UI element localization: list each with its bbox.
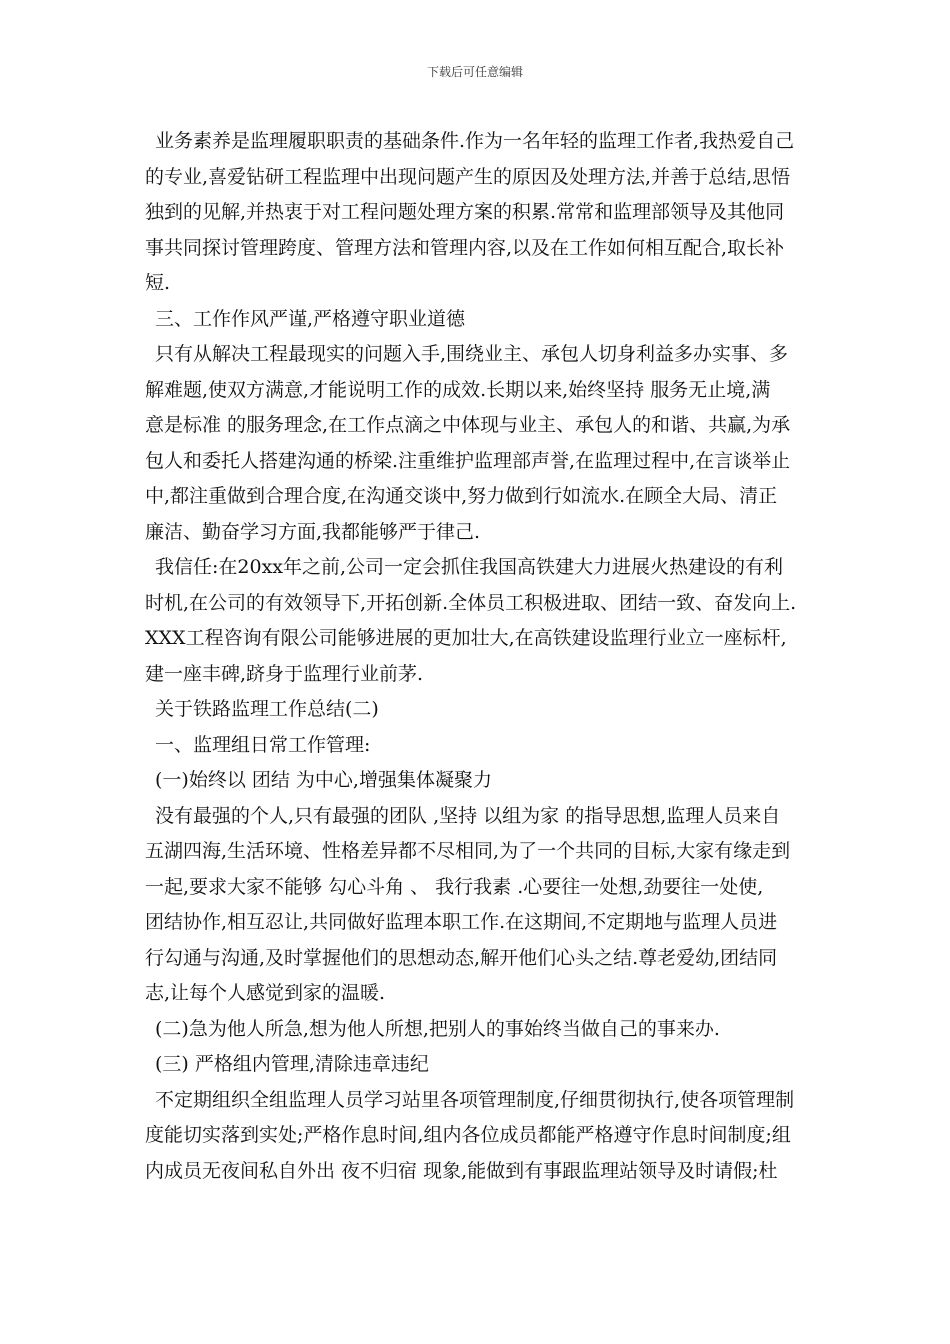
text-line: 一、监理组日常工作管理: xyxy=(155,733,371,756)
page-header: 下载后可任意编辑 xyxy=(426,65,523,79)
text-line: 短. xyxy=(145,272,171,294)
text-line: 五湖四海,生活环境、性格差异都不尽相同,为了一个共同的目标,大家有缘走到 xyxy=(145,840,791,862)
text-line: 业务素养是监理履职职责的基础条件.作为一名年轻的监理工作者,我热爱自己 xyxy=(155,130,795,152)
text-line: 建一座丰碑,跻身于监理行业前茅. xyxy=(145,662,424,685)
document-body xyxy=(145,124,815,1189)
text-line: (三) 严格组内管理,清除违章违纪 xyxy=(155,1053,429,1075)
text-line: 行勾通与沟通,及时掌握他们的思想动态,解开他们心头之结.尊老爱幼,团结同 xyxy=(145,946,778,969)
text-line: 解难题,使双方满意,才能说明工作的成效.长期以来,始终坚持 服务无止境,满 xyxy=(145,378,771,401)
text-line: 我信任:在20xx年之前,公司一定会抓住我国高铁建大力进展火热建设的有利 xyxy=(155,556,784,578)
text-line: 独到的见解,并热衷于对工程问题处理方案的积累.常常和监理部领导及其他同 xyxy=(145,201,785,223)
text-line: 志,让每个人感觉到家的温暖. xyxy=(145,982,386,1004)
text-line: 关于铁路监理工作总结(二) xyxy=(155,698,379,720)
text-line: 没有最强的个人,只有最强的团队 ,坚持 以组为家 的指导思想,监理人员来自 xyxy=(155,804,781,827)
text-line: 意是标准 的服务理念,在工作点滴之中体现与业主、承包人的和谐、共赢,为承 xyxy=(145,414,791,436)
text-line: 一起,要求大家不能够 勾心斗角 、 我行我素 .心要往一处想,劲要往一处使, xyxy=(145,875,764,898)
text-line: 只有从解决工程最现实的问题入手,围绕业主、承包人切身利益多办实事、多 xyxy=(155,343,789,365)
text-line: 团结协作,相互忍让,共同做好监理本职工作.在这期间,不定期地与监理人员进 xyxy=(145,911,778,933)
text-line: (二)急为他人所急,想为他人所想,把别人的事始终当做自己的事来办. xyxy=(155,1017,720,1040)
text-line: 内成员无夜间私自外出 夜不归宿 现象,能做到有事跟监理站领导及时请假;杜 xyxy=(145,1159,778,1182)
text-line: 不定期组织全组监理人员学习站里各项管理制度,仔细贯彻执行,使各项管理制 xyxy=(155,1088,795,1111)
text-line: 包人和委托人搭建沟通的桥梁.注重维护监理部声誉,在监理过程中,在言谈举止 xyxy=(145,449,791,472)
text-line: 时机,在公司的有效领导下,开拓创新.全体员工积极进取、团结一致、奋发向上. xyxy=(145,591,797,614)
text-line: 的专业,喜爱钻研工程监理中出现问题产生的原因及处理方法,并善于总结,思悟 xyxy=(145,165,791,188)
text-line: 中,都注重做到合理合度,在沟通交谈中,努力做到行如流水.在顾全大局、清正 xyxy=(145,485,778,507)
text-line: XXX工程咨询有限公司能够进展的更加壮大,在高铁建设监理行业立一座标杆, xyxy=(145,627,787,649)
text-line: (一)始终以 团结 为中心,增强集体凝聚力 xyxy=(155,769,492,791)
text-line: 度能切实落到实处;严格作息时间,组内各位成员都能严格遵守作息时间制度;组 xyxy=(145,1124,791,1146)
text-line: 廉洁、勤奋学习方面,我都能够严于律己. xyxy=(145,520,481,543)
text-line: 事共同探讨管理跨度、管理方法和管理内容,以及在工作如何相互配合,取长补 xyxy=(145,236,785,259)
text-line: 三、工作作风严谨,严格遵守职业道德 xyxy=(155,307,466,330)
